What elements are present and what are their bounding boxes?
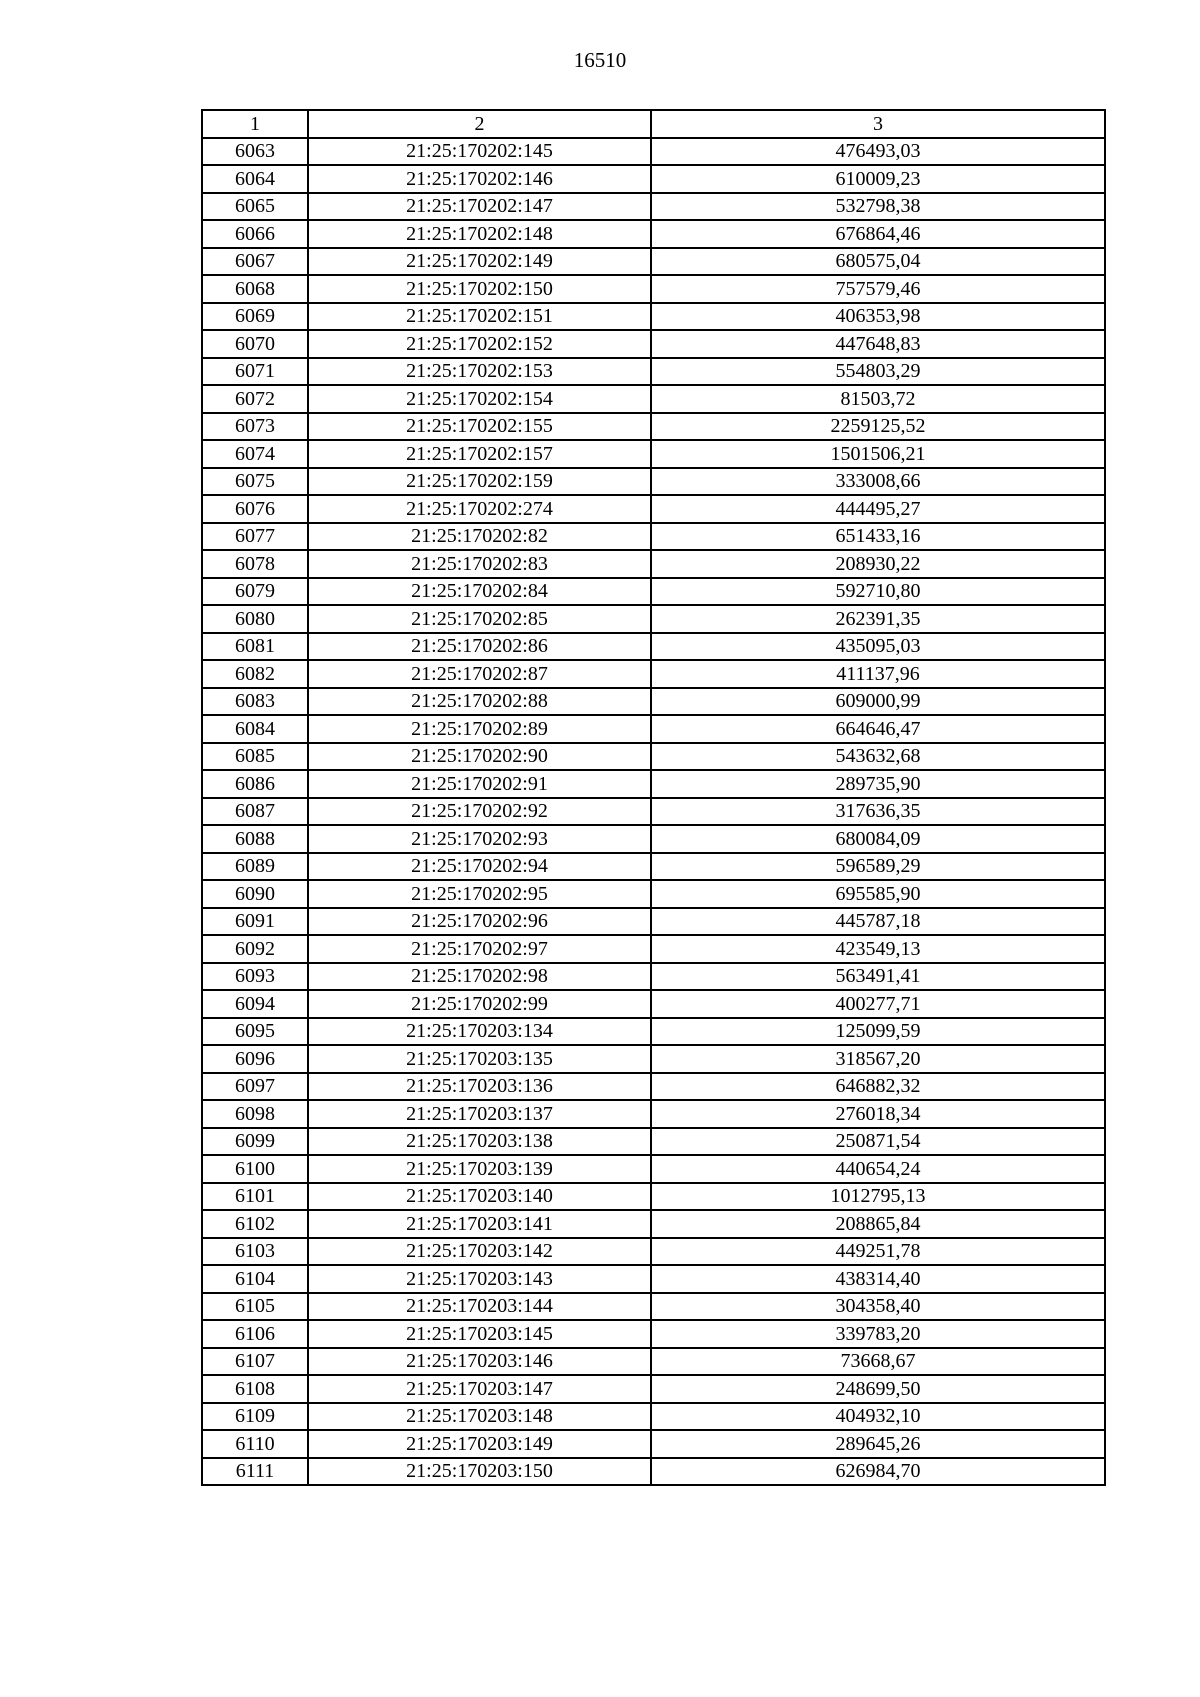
header-row [202,110,1105,138]
table-row [202,138,1105,166]
table-row [202,1100,1105,1128]
table-row [202,743,1105,771]
table-row [202,330,1105,358]
cadastral-number-cell: 21:25:170202:157 [308,440,651,468]
row-number-cell: 6099 [202,1128,308,1156]
row-number-cell: 6110 [202,1430,308,1458]
cadastral-number-cell: 21:25:170202:99 [308,990,651,1018]
row-number-cell: 6096 [202,1045,308,1073]
row-number-cell: 6101 [202,1183,308,1211]
cadastral-number-cell: 21:25:170202:150 [308,275,651,303]
cadastral-number-cell: 21:25:170202:154 [308,385,651,413]
row-number-cell: 6103 [202,1238,308,1266]
value-cell: 592710,80 [651,578,1105,606]
cadastral-number-cell: 21:25:170203:135 [308,1045,651,1073]
row-number-cell: 6065 [202,193,308,221]
value-cell: 262391,35 [651,605,1105,633]
value-cell: 333008,66 [651,468,1105,496]
value-cell: 435095,03 [651,633,1105,661]
cadastral-number-cell: 21:25:170202:274 [308,495,651,523]
row-number-cell: 6109 [202,1403,308,1431]
value-cell: 610009,23 [651,165,1105,193]
cadastral-number-cell: 21:25:170203:150 [308,1458,651,1486]
table-row [202,523,1105,551]
cadastral-number-cell: 21:25:170203:134 [308,1018,651,1046]
table-row [202,825,1105,853]
value-cell: 438314,40 [651,1265,1105,1293]
value-cell: 2259125,52 [651,413,1105,441]
row-number-cell: 6086 [202,770,308,798]
table-row [202,688,1105,716]
value-cell: 339783,20 [651,1320,1105,1348]
cadastral-number-cell: 21:25:170203:139 [308,1155,651,1183]
row-number-cell: 6073 [202,413,308,441]
value-cell: 404932,10 [651,1403,1105,1431]
cadastral-number-cell: 21:25:170203:149 [308,1430,651,1458]
table-row [202,660,1105,688]
row-number-cell: 6085 [202,743,308,771]
cadastral-number-cell: 21:25:170202:88 [308,688,651,716]
table-row [202,990,1105,1018]
cadastral-number-cell: 21:25:170202:95 [308,880,651,908]
value-cell: 651433,16 [651,523,1105,551]
cadastral-number-cell: 21:25:170203:148 [308,1403,651,1431]
row-number-cell: 6070 [202,330,308,358]
cadastral-number-cell: 21:25:170202:90 [308,743,651,771]
row-number-cell: 6083 [202,688,308,716]
cadastral-number-cell: 21:25:170202:151 [308,303,651,331]
value-cell: 317636,35 [651,798,1105,826]
value-cell: 304358,40 [651,1293,1105,1321]
value-cell: 423549,13 [651,935,1105,963]
table-row [202,165,1105,193]
table-row [202,770,1105,798]
row-number-cell: 6111 [202,1458,308,1486]
table-row [202,908,1105,936]
row-number-cell: 6081 [202,633,308,661]
registry-table [201,109,1106,1486]
row-number-cell: 6075 [202,468,308,496]
value-cell: 695585,90 [651,880,1105,908]
row-number-cell: 6068 [202,275,308,303]
cadastral-number-cell: 21:25:170202:84 [308,578,651,606]
row-number-cell: 6100 [202,1155,308,1183]
value-cell: 276018,34 [651,1100,1105,1128]
table-row [202,1183,1105,1211]
cadastral-number-cell: 21:25:170202:147 [308,193,651,221]
value-cell: 289645,26 [651,1430,1105,1458]
value-cell: 289735,90 [651,770,1105,798]
cadastral-number-cell: 21:25:170202:97 [308,935,651,963]
value-cell: 626984,70 [651,1458,1105,1486]
table-row [202,963,1105,991]
row-number-cell: 6095 [202,1018,308,1046]
value-cell: 680575,04 [651,248,1105,276]
value-cell: 248699,50 [651,1375,1105,1403]
cadastral-number-cell: 21:25:170202:83 [308,550,651,578]
row-number-cell: 6106 [202,1320,308,1348]
row-number-cell: 6069 [202,303,308,331]
value-cell: 81503,72 [651,385,1105,413]
value-cell: 445787,18 [651,908,1105,936]
row-number-cell: 6084 [202,715,308,743]
table-row [202,440,1105,468]
table-row [202,578,1105,606]
cadastral-number-cell: 21:25:170202:89 [308,715,651,743]
table-row [202,1155,1105,1183]
table-row [202,1375,1105,1403]
table-row [202,1348,1105,1376]
column-header-3: 3 [651,110,1105,138]
value-cell: 400277,71 [651,990,1105,1018]
cadastral-number-cell: 21:25:170202:87 [308,660,651,688]
row-number-cell: 6064 [202,165,308,193]
table-row [202,303,1105,331]
table-row [202,413,1105,441]
value-cell: 543632,68 [651,743,1105,771]
cadastral-number-cell: 21:25:170202:159 [308,468,651,496]
row-number-cell: 6105 [202,1293,308,1321]
cadastral-number-cell: 21:25:170202:94 [308,853,651,881]
table-row [202,468,1105,496]
value-cell: 208865,84 [651,1210,1105,1238]
row-number-cell: 6097 [202,1073,308,1101]
table-row [202,1045,1105,1073]
row-number-cell: 6063 [202,138,308,166]
cadastral-number-cell: 21:25:170203:138 [308,1128,651,1156]
cadastral-number-cell: 21:25:170203:145 [308,1320,651,1348]
table-row [202,193,1105,221]
table-row [202,248,1105,276]
value-cell: 125099,59 [651,1018,1105,1046]
cadastral-number-cell: 21:25:170203:137 [308,1100,651,1128]
row-number-cell: 6094 [202,990,308,1018]
table-row [202,1265,1105,1293]
cadastral-number-cell: 21:25:170203:136 [308,1073,651,1101]
table-row [202,1320,1105,1348]
row-number-cell: 6091 [202,908,308,936]
row-number-cell: 6066 [202,220,308,248]
cadastral-number-cell: 21:25:170202:92 [308,798,651,826]
row-number-cell: 6107 [202,1348,308,1376]
value-cell: 532798,38 [651,193,1105,221]
cadastral-number-cell: 21:25:170202:86 [308,633,651,661]
cadastral-number-cell: 21:25:170202:145 [308,138,651,166]
value-cell: 476493,03 [651,138,1105,166]
table-row [202,1403,1105,1431]
value-cell: 73668,67 [651,1348,1105,1376]
table-row [202,715,1105,743]
table-row [202,1458,1105,1486]
cadastral-number-cell: 21:25:170203:143 [308,1265,651,1293]
value-cell: 449251,78 [651,1238,1105,1266]
row-number-cell: 6108 [202,1375,308,1403]
table-row [202,495,1105,523]
cadastral-number-cell: 21:25:170202:82 [308,523,651,551]
page-number: 16510 [573,48,627,72]
value-cell: 680084,09 [651,825,1105,853]
value-cell: 646882,32 [651,1073,1105,1101]
cadastral-number-cell: 21:25:170202:146 [308,165,651,193]
table-row [202,1293,1105,1321]
cadastral-number-cell: 21:25:170202:152 [308,330,651,358]
table-row [202,550,1105,578]
table-row [202,1430,1105,1458]
row-number-cell: 6087 [202,798,308,826]
value-cell: 208930,22 [651,550,1105,578]
cadastral-number-cell: 21:25:170202:149 [308,248,651,276]
row-number-cell: 6102 [202,1210,308,1238]
cadastral-number-cell: 21:25:170203:147 [308,1375,651,1403]
table-row [202,275,1105,303]
table-row [202,935,1105,963]
table-row [202,605,1105,633]
row-number-cell: 6076 [202,495,308,523]
cadastral-number-cell: 21:25:170202:93 [308,825,651,853]
row-number-cell: 6088 [202,825,308,853]
row-number-cell: 6089 [202,853,308,881]
value-cell: 444495,27 [651,495,1105,523]
value-cell: 563491,41 [651,963,1105,991]
cadastral-number-cell: 21:25:170203:140 [308,1183,651,1211]
table-body [202,138,1105,1486]
table-row [202,880,1105,908]
row-number-cell: 6072 [202,385,308,413]
row-number-cell: 6098 [202,1100,308,1128]
value-cell: 676864,46 [651,220,1105,248]
cadastral-number-cell: 21:25:170203:144 [308,1293,651,1321]
table-row [202,1128,1105,1156]
row-number-cell: 6104 [202,1265,308,1293]
table-row [202,1018,1105,1046]
cadastral-number-cell: 21:25:170202:98 [308,963,651,991]
cadastral-number-cell: 21:25:170203:146 [308,1348,651,1376]
row-number-cell: 6067 [202,248,308,276]
row-number-cell: 6071 [202,358,308,386]
row-number-cell: 6092 [202,935,308,963]
row-number-cell: 6074 [202,440,308,468]
row-number-cell: 6082 [202,660,308,688]
value-cell: 609000,99 [651,688,1105,716]
table-header [202,110,1105,138]
table-row [202,798,1105,826]
value-cell: 664646,47 [651,715,1105,743]
value-cell: 440654,24 [651,1155,1105,1183]
cadastral-number-cell: 21:25:170202:155 [308,413,651,441]
value-cell: 250871,54 [651,1128,1105,1156]
cadastral-number-cell: 21:25:170203:141 [308,1210,651,1238]
table-row [202,220,1105,248]
row-number-cell: 6078 [202,550,308,578]
value-cell: 554803,29 [651,358,1105,386]
cadastral-number-cell: 21:25:170202:148 [308,220,651,248]
value-cell: 1012795,13 [651,1183,1105,1211]
cadastral-number-cell: 21:25:170202:85 [308,605,651,633]
value-cell: 447648,83 [651,330,1105,358]
table-row [202,853,1105,881]
row-number-cell: 6079 [202,578,308,606]
table-row [202,633,1105,661]
column-header-1: 1 [202,110,308,138]
table-row [202,1073,1105,1101]
table-row [202,385,1105,413]
cadastral-number-cell: 21:25:170203:142 [308,1238,651,1266]
cadastral-number-cell: 21:25:170202:91 [308,770,651,798]
row-number-cell: 6090 [202,880,308,908]
row-number-cell: 6093 [202,963,308,991]
table-row [202,358,1105,386]
value-cell: 406353,98 [651,303,1105,331]
table-row [202,1210,1105,1238]
row-number-cell: 6080 [202,605,308,633]
table-row [202,1238,1105,1266]
column-header-2: 2 [308,110,651,138]
cadastral-number-cell: 21:25:170202:153 [308,358,651,386]
value-cell: 596589,29 [651,853,1105,881]
row-number-cell: 6077 [202,523,308,551]
value-cell: 757579,46 [651,275,1105,303]
value-cell: 411137,96 [651,660,1105,688]
value-cell: 318567,20 [651,1045,1105,1073]
cadastral-number-cell: 21:25:170202:96 [308,908,651,936]
value-cell: 1501506,21 [651,440,1105,468]
